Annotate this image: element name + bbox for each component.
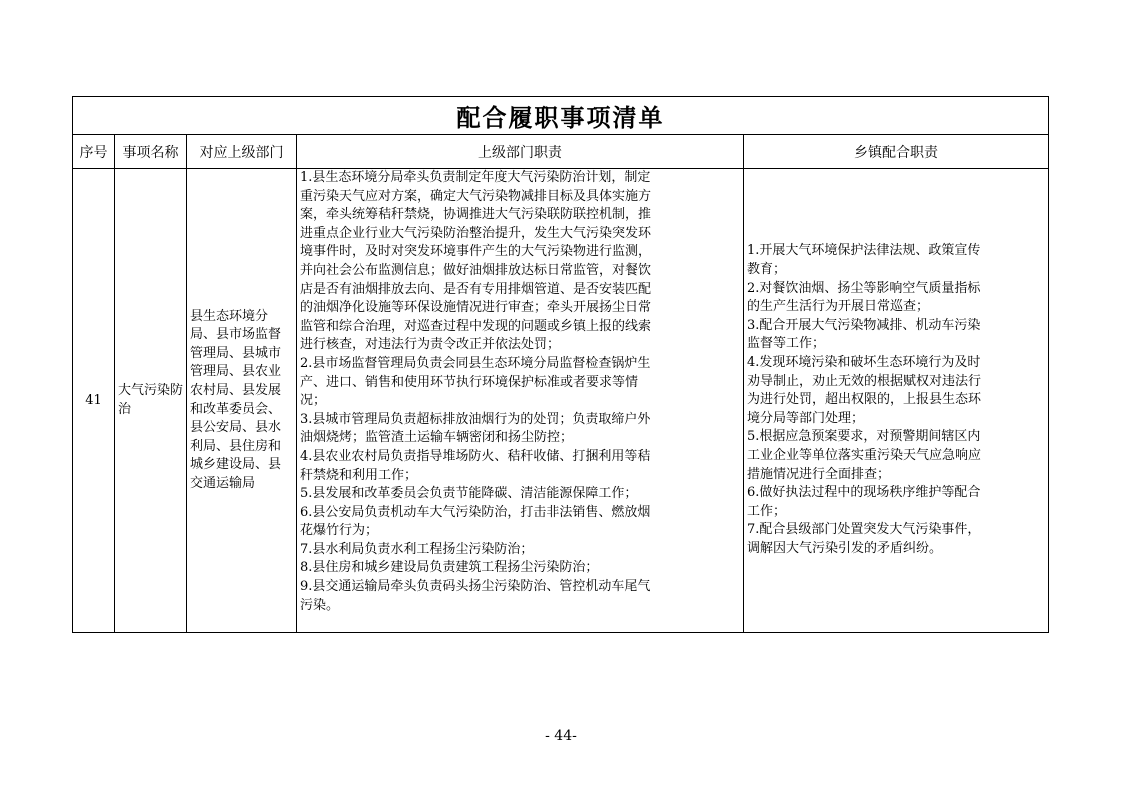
superior-duty-line: 重污染天气应对方案，确定大气污染物减排目标及具体实施方 — [300, 188, 652, 204]
superior-duty-line: 2.县市场监督管理局负责会同县生态环境分局监督检查锅炉生 — [300, 355, 651, 371]
row-superior-dept: 县生态环境分局、县市场监督管理局、县城市管理局、县农业农村局、县发展和改革委员会、县公安局、县水利局、县住房和城乡建设局、县交通运输局 — [187, 169, 297, 633]
row-superior-duties — [297, 169, 744, 633]
superior-duty-line: 7.县水利局负责水利工程扬尘污染防治； — [300, 541, 534, 557]
township-duty-line: 措施情况进行全面排查； — [747, 466, 891, 482]
superior-duty-line: 况； — [300, 393, 327, 409]
township-duty-line: 1.开展大气环境保护法律法规、政策宣传 — [747, 243, 981, 259]
superior-duty-line: 1.县生态环境分局牵头负责制定年度大气污染防治计划，制定 — [300, 170, 651, 185]
row-township-duties — [744, 169, 1049, 633]
superior-duty-line: 6.县公安局负责机动车大气污染防治，打击非法销售、燃放烟 — [300, 504, 651, 520]
township-duty-line: 5.根据应急预案要求，对预警期间辖区内 — [747, 429, 981, 445]
township-duty-line: 监督等工作； — [747, 336, 826, 352]
superior-duty-line: 8.县住房和城乡建设局负责建筑工程扬尘污染防治； — [300, 560, 599, 576]
superior-duty-line: 5.县发展和改革委员会负责节能降碳、清洁能源保障工作； — [300, 486, 638, 502]
header-superior-dept: 对应上级部门 — [187, 135, 297, 169]
row-index: 41 — [73, 169, 115, 633]
township-duty-line: 调解因大气污染引发的矛盾纠纷。 — [747, 540, 943, 556]
superior-duty-line: 监管和综合治理，对巡查过程中发现的问题或乡镇上报的线索 — [300, 318, 652, 334]
superior-duty-line: 油烟烧烤；监管渣土运输车辆密闭和扬尘防控； — [300, 430, 574, 446]
township-duty-line: 境分局等部门处理； — [747, 410, 865, 426]
township-duty-line: 3.配合开展大气污染物减排、机动车污染 — [747, 317, 981, 333]
row-item-name: 大气污染防治 — [115, 169, 187, 633]
township-duty-line: 为进行处罚，超出权限的，上报县生态环 — [747, 392, 982, 408]
superior-duty-line: 并向社会公布监测信息；做好油烟排放达标日常监管，对餐饮 — [300, 262, 652, 278]
superior-duty-line: 进重点企业行业大气污染防治整治提升，发生大气污染突发环 — [300, 225, 652, 241]
header-index: 序号 — [73, 135, 115, 169]
superior-duty-line: 境事件时，及时对突发环境事件产生的大气污染物进行监测， — [300, 244, 652, 260]
township-duties-list — [747, 242, 1045, 558]
township-duty-line: 的生产生活行为开展日常巡查； — [747, 299, 930, 315]
superior-duty-line: 9.县交通运输局牵头负责码头扬尘污染防治、管控机动车尾气 — [300, 579, 651, 595]
header-superior-duties: 上级部门职责 — [297, 135, 744, 169]
superior-duty-line: 污染。 — [300, 597, 340, 613]
superior-duty-line: 的油烟净化设施等环保设施情况进行审查；牵头开展扬尘日常 — [300, 300, 652, 316]
township-duty-line: 工作； — [747, 503, 787, 519]
township-duty-line: 工业企业等单位落实重污染天气应急响应 — [747, 447, 982, 463]
superior-duty-line: 产、进口、销售和使用环节执行环境保护标准或者要求等情 — [300, 374, 639, 390]
superior-duty-line: 花爆竹行为； — [300, 523, 379, 539]
superior-duty-line: 3.县城市管理局负责超标排放油烟行为的处罚；负责取缔户外 — [300, 411, 651, 427]
township-duty-line: 7.配合县级部门处置突发大气污染事件， — [747, 522, 981, 538]
duty-list-table — [72, 96, 1049, 633]
page-number: - 44- — [545, 728, 577, 744]
superior-duty-line: 4.县农业农村局负责指导堆场防火、秸秆收储、打捆利用等秸 — [300, 448, 651, 464]
township-duty-line: 教育； — [747, 262, 787, 278]
township-duty-line: 4.发现环境污染和破坏生态环境行为及时 — [747, 355, 981, 371]
table-row — [73, 169, 1049, 633]
table-title: 配合履职事项清单 — [73, 97, 1049, 135]
header-township-duties: 乡镇配合职责 — [744, 135, 1049, 169]
township-duty-line: 2.对餐饮油烟、扬尘等影响空气质量指标 — [747, 280, 981, 296]
header-item-name: 事项名称 — [115, 135, 187, 169]
superior-duty-line: 案，牵头统筹秸秆禁烧，协调推进大气污染联防联控机制，推 — [300, 207, 652, 223]
superior-duty-line: 店是否有油烟排放去向、是否有专用排烟管道、是否安装匹配 — [300, 281, 652, 297]
superior-duty-line: 进行核查，对违法行为责令改正并依法处罚； — [300, 337, 561, 353]
superior-duties-list — [300, 169, 740, 632]
header-row — [73, 135, 1049, 169]
township-duty-line: 劝导制止，劝止无效的根据赋权对违法行 — [747, 373, 982, 389]
township-duty-line: 6.做好执法过程中的现场秩序维护等配合 — [747, 485, 981, 501]
superior-duty-line: 秆禁烧和利用工作； — [300, 467, 418, 483]
